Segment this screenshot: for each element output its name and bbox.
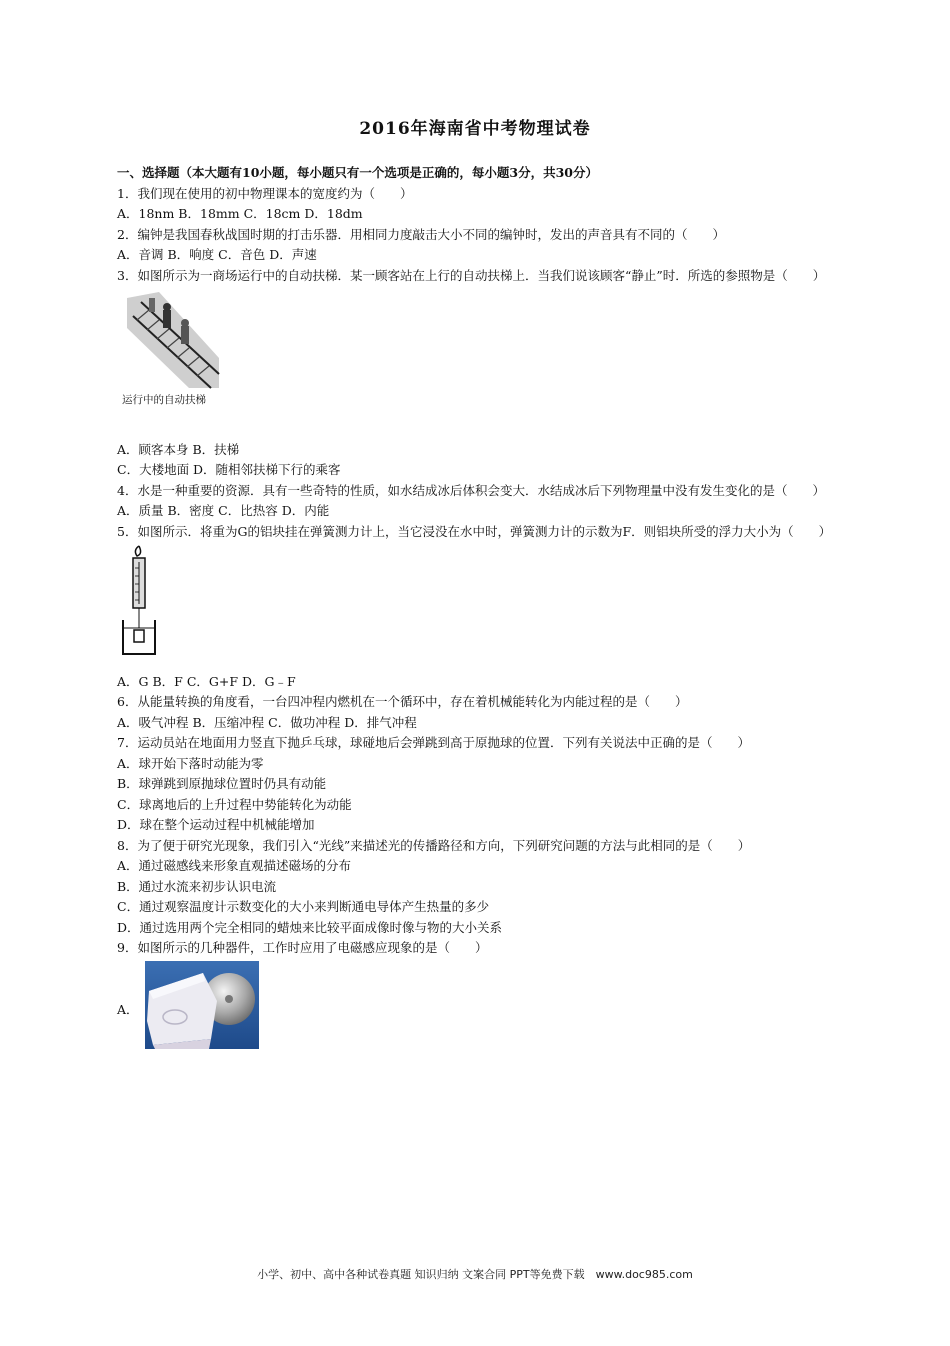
question-1-stem: 1．我们现在使用的初中物理课本的宽度约为（ ） [117, 185, 413, 201]
spring-scale-figure [119, 544, 833, 666]
page-title: 2016年海南省中考物理试卷 [359, 119, 591, 139]
question-4-stem: 4．水是一种重要的资源．具有一些奇特的性质，如水结成冰后体积会变大．水结成冰后下列物理量中没有发生变化的是（ ） [117, 482, 825, 498]
question-8-option-c: C．通过观察温度计示数变化的大小来判断通电导体产生热量的多少 [117, 899, 490, 914]
question-8-option-a: A．通过磁感线来形象直观描述磁场的分布 [117, 858, 352, 873]
question-7-option-d: D．球在整个运动过程中机械能增加 [117, 817, 315, 832]
question-9-stem: 9．如图所示的几种器件，工作时应用了电磁感应现象的是（ ） [117, 940, 488, 955]
question-9-option-a-label: A． [117, 1002, 139, 1017]
escalator-caption: 运行中的自动扶梯 [122, 394, 206, 406]
question-8-option-b: B．通过水流来初步认识电流 [117, 878, 277, 894]
question-7-stem: 7．运动员站在地面用力竖直下抛乒乓球，球碰地后会弹跳到高于原抛球的位置．下列有关说法中正确的是（ ） [117, 735, 750, 750]
question-7-option-b: B．球弹跳到原抛球位置时仍具有动能 [117, 776, 327, 791]
page-footer: 小学、初中、高中各种试卷真题 知识归纳 文案合同 PPT等免费下载 www.doc985.com [257, 1268, 693, 1281]
question-3-options-line1: A．顾客本身 B．扶梯 [117, 441, 240, 457]
escalator-image [119, 288, 229, 413]
question-5-stem: 5．如图所示．将重为G的铝块挂在弹簧测力计上，当它浸没在水中时，弹簧测力计的示数为F．则铝块所受的浮力大小为（ ） [117, 523, 832, 539]
question-2-stem: 2．编钟是我国春秋战国时期的打击乐器．用相同力度敲击大小不同的编钟时，发出的声音具有不同的（ ） [117, 226, 725, 242]
exam-content [117, 163, 833, 1049]
question-5-options: A．G B．F C．G+F D．G﹣F [117, 673, 296, 689]
question-7-option-a: A．球开始下落时动能为零 [117, 755, 264, 771]
escalator-figure [119, 288, 833, 420]
question-4-options: A．质量 B．密度 C．比热容 D．内能 [117, 503, 330, 518]
question-8-option-d: D．通过选用两个完全相同的蜡烛来比较平面成像时像与物的大小关系 [117, 919, 503, 935]
section-heading: 一、选择题（本大题有10小题，每小题只有一个选项是正确的，每小题3分，共30分） [117, 165, 598, 180]
question-3-stem: 3．如图所示为一商场运行中的自动扶梯．某一顾客站在上行的自动扶梯上．当我们说该顾客“静止”时．所选的参照物是（ ） [117, 267, 826, 283]
question-7-option-c: C．球离地后的上升过程中势能转化为动能 [117, 796, 352, 812]
question-2-options: A．音调 B．响度 C．音色 D．声速 [117, 247, 317, 262]
electric-bell-image [145, 961, 259, 1049]
question-3-options-line2: C．大楼地面 D．随相邻扶梯下行的乘客 [117, 462, 341, 477]
question-9-option-a-row [117, 961, 833, 1049]
question-8-stem: 8．为了便于研究光现象，我们引入“光线”来描述光的传播路径和方向，下列研究问题的方法与此相同的是（ ） [117, 837, 751, 853]
question-6-options: A．吸气冲程 B．压缩冲程 C．做功冲程 D．排气冲程 [117, 714, 417, 730]
question-6-stem: 6．从能量转换的角度看，一台四冲程内燃机在一个循环中，存在着机械能转化为内能过程的是（ ） [117, 694, 688, 709]
spring-scale-image [119, 544, 159, 659]
question-1-options: A．18nm B．18mm C．18cm D．18dm [117, 206, 363, 221]
